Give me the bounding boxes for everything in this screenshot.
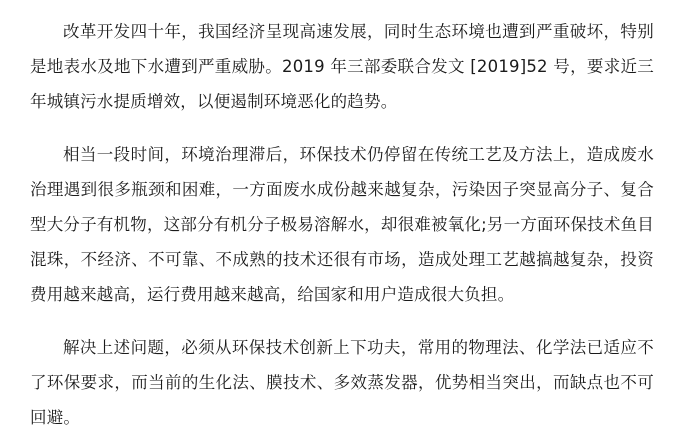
paragraph-2: 相当一段时间，环境治理滞后，环保技术仍停留在传统工艺及方法上，造成废水治理遇到很多瓶颈和困难，一方面废水成份越来越复杂，污染因子突显高分子、复合型大分子有机物，这部分有机分子极易溶解水，却很难被氧化;另一方面环保技术鱼目混珠，不经济、不可靠、不成熟的技术还很有市场，造成处理工艺越搞越复杂，投资费用越来越高，运行费用越来越高，给国家和用户造成很大负担。: [30, 145, 654, 304]
paragraph-1: 改革开发四十年，我国经济呈现高速发展，同时生态环境也遭到严重破坏，特别是地表水及地下水遭到严重威胁。2019 年三部委联合发文 [2019]52 号，要求近三年城镇污水提质增效，以便遏制环境恶化的趋势。: [30, 22, 654, 111]
paragraph-3: 解决上述问题，必须从环保技术创新上下功夫，常用的物理法、化学法已适应不了环保要求，而当前的生化法、膜技术、多效蒸发器，优势相当突出，而缺点也不可回避。: [30, 338, 654, 427]
